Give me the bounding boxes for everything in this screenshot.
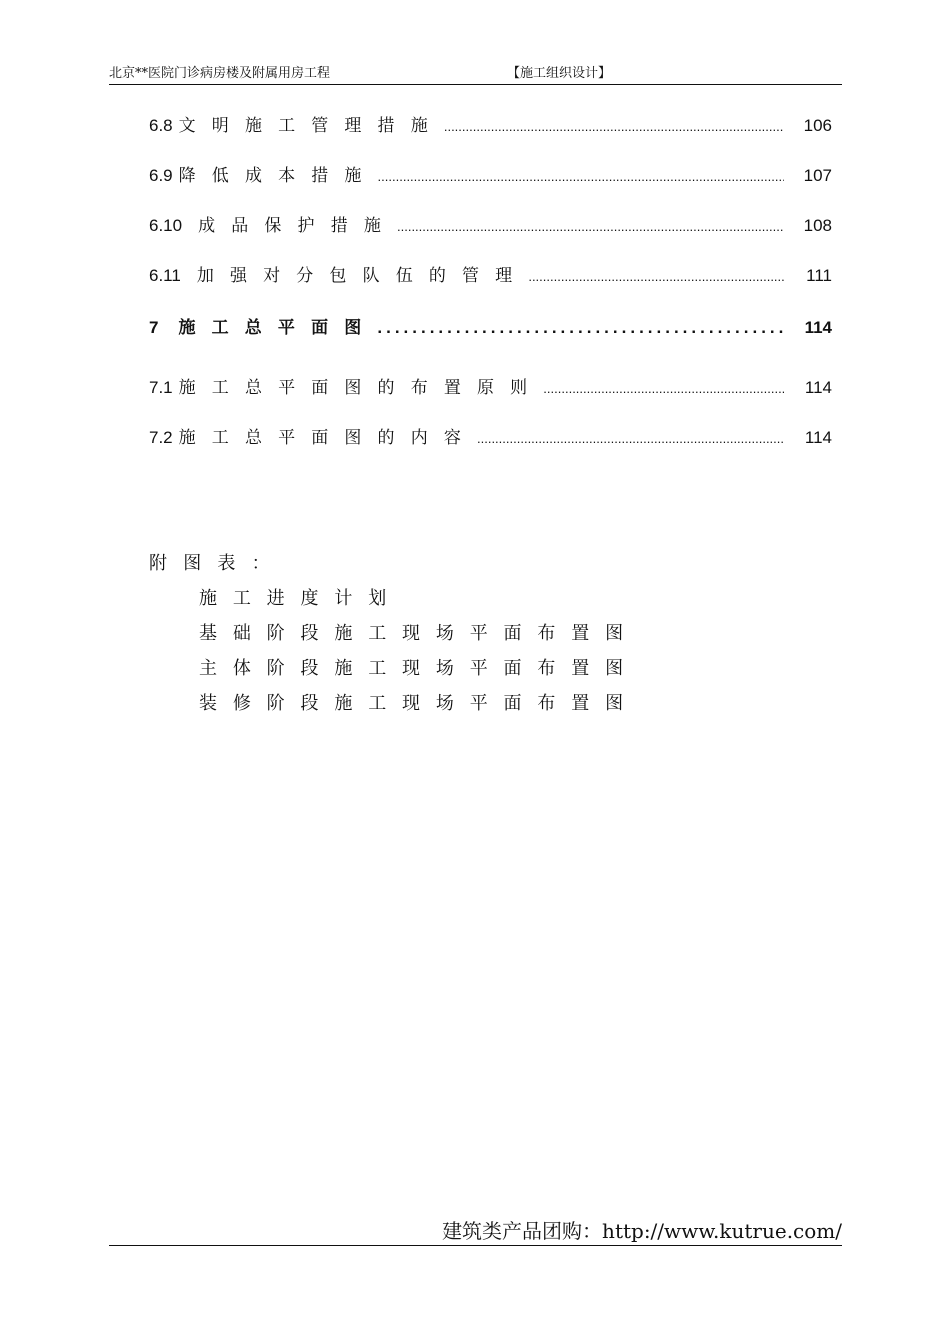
appendix-item: 装修阶段施工现场平面布置图 <box>199 693 639 714</box>
toc-entry-page: 114 <box>804 378 832 397</box>
toc-entry-title: 施工总平面图的布置原则 <box>178 378 544 398</box>
toc-entry[interactable] <box>149 376 832 400</box>
toc-entry[interactable] <box>149 164 832 188</box>
appendix-item: 施工进度计划 <box>199 588 403 609</box>
toc-entry-number: 7.2 <box>149 428 173 447</box>
toc-entry-title: 成品保护措施 <box>198 216 397 236</box>
toc-leader-dots <box>377 316 784 340</box>
toc-entry-title: 施工总平面图的内容 <box>178 428 477 448</box>
toc-chapter-entry[interactable] <box>149 316 832 340</box>
toc-entry-page: 114 <box>804 428 832 447</box>
toc-entry-page: 108 <box>803 216 832 235</box>
toc-entry-page: 107 <box>803 166 832 185</box>
toc-entry[interactable] <box>149 214 832 238</box>
toc-entry[interactable] <box>149 264 832 288</box>
header-document-type: 【施工组织设计】 <box>507 66 612 81</box>
footer-divider <box>109 1245 842 1246</box>
toc-entry-page: 106 <box>803 116 832 135</box>
toc-leader-dots <box>477 427 784 451</box>
toc-leader-dots <box>528 265 784 289</box>
toc-entry-number: 6.9 <box>149 166 173 185</box>
toc-entry-page: 114 <box>804 318 832 337</box>
toc-leader-dots <box>543 377 784 401</box>
toc-leader-dots <box>444 115 784 139</box>
toc-entry-number: 6.10 <box>149 216 183 235</box>
footer-link-text[interactable]: 建筑类产品团购：http://www.kutrue.com/ <box>442 1219 842 1243</box>
header-divider <box>109 84 842 85</box>
toc-entry-number: 6.11 <box>149 266 181 285</box>
toc-entry-number: 6.8 <box>149 116 173 135</box>
toc-entry-title: 加强对分包队伍的管理 <box>196 266 529 286</box>
toc-entry[interactable] <box>149 426 832 450</box>
appendix-item: 主体阶段施工现场平面布置图 <box>199 658 639 679</box>
toc-entry-number: 7 <box>149 318 159 337</box>
toc-entry-title: 文明施工管理措施 <box>178 116 444 136</box>
appendix-item: 基础阶段施工现场平面布置图 <box>199 623 639 644</box>
toc-entry-number: 7.1 <box>149 378 173 397</box>
toc-leader-dots <box>397 215 784 239</box>
toc-entry-page: 111 <box>806 266 832 285</box>
toc-entry-title: 施工总平面图 <box>178 318 378 338</box>
toc-leader-dots <box>378 165 784 189</box>
toc-entry-title: 降低成本措施 <box>178 166 378 186</box>
appendix-heading: 附图表： <box>149 553 286 574</box>
header-project-title: 北京**医院门诊病房楼及附属用房工程 <box>109 66 331 81</box>
toc-entry[interactable] <box>149 114 832 138</box>
page-header <box>109 64 842 84</box>
